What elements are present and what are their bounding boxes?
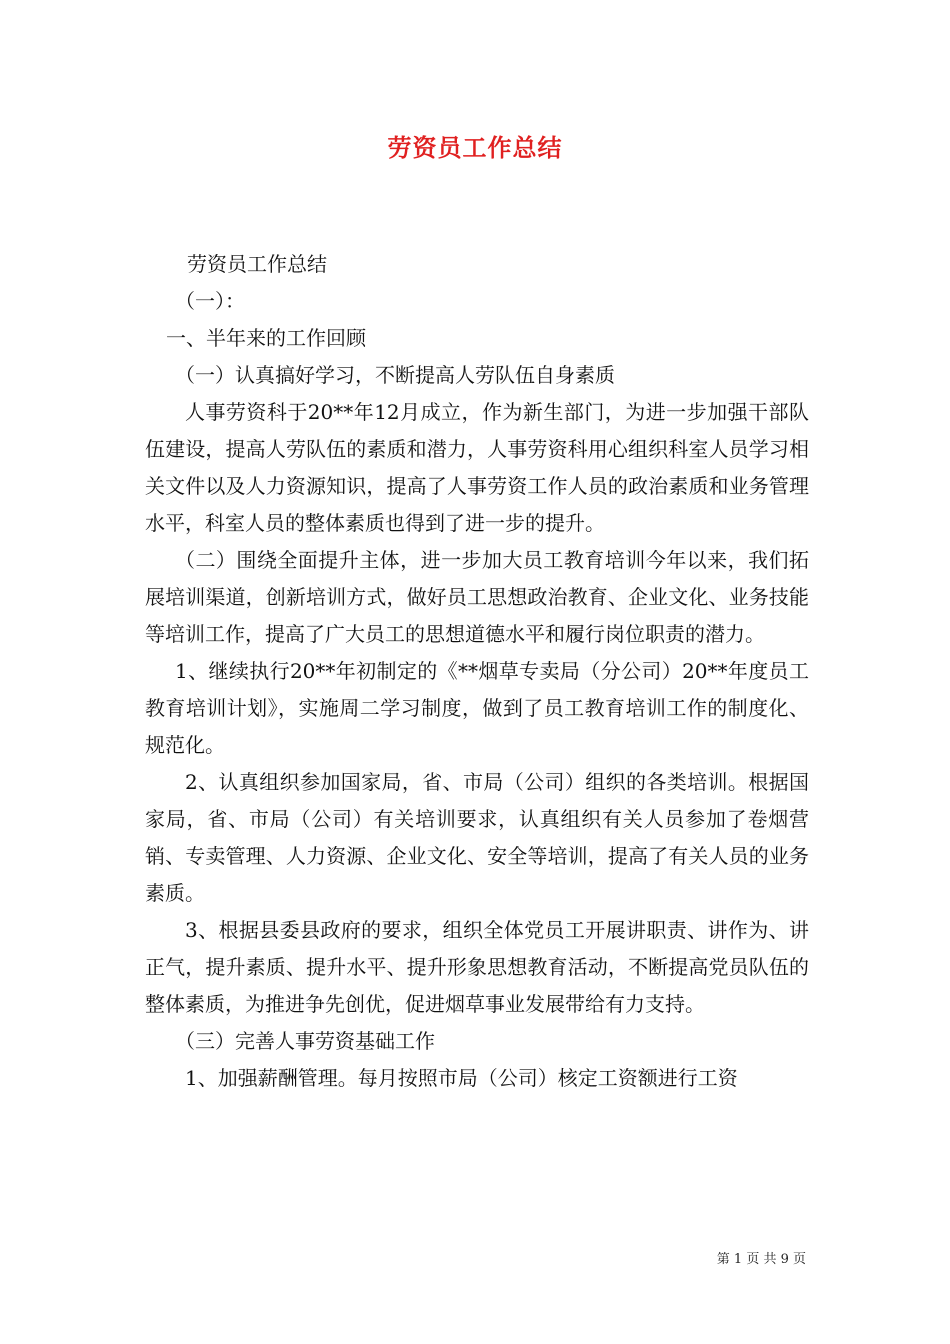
paragraph: （二）围绕全面提升主体，进一步加大员工教育培训今年以来，我们拓展培训渠道，创新培训方式，做好员工思想政治教育、企业文化、业务技能等培训工作，提高了广大员工的思想道德水平和履行岗位职责的潜力。 bbox=[145, 548, 809, 646]
paragraph: 1、继续执行20**年初制定的《**烟草专卖局（分公司）20**年度员工教育培训计划》，实施周二学习制度，做到了员工教育培训工作的制度化、规范化。 bbox=[145, 659, 809, 757]
paragraph: 2、认真组织参加国家局，省、市局（公司）组织的各类培训。根据国家局，省、市局（公司）有关培训要求，认真组织有关人员参加了卷烟营销、专卖管理、人力资源、企业文化、安全等培训，提高了有关人员的业务素质。 bbox=[145, 770, 809, 905]
paragraph: 人事劳资科于20**年12月成立，作为新生部门，为进一步加强干部队伍建设，提高人劳队伍的素质和潜力，人事劳资科用心组织科室人员学习相关文件以及人力资源知识，提高了人事劳资工作人员的政治素质和业务管理水平，科室人员的整体素质也得到了进一步的提升。 bbox=[145, 400, 809, 535]
paragraph: 3、根据县委县政府的要求，组织全体党员工开展讲职责、讲作为、讲正气，提升素质、提升水平、提升形象思想教育活动，不断提高党员队伍的整体素质，为推进争先创优，促进烟草事业发展带给有力支持。 bbox=[145, 918, 809, 1016]
paragraph: 一、半年来的工作回顾 bbox=[166, 326, 366, 350]
document-body bbox=[145, 246, 809, 1097]
paragraph: （三）完善人事劳资基础工作 bbox=[175, 1029, 435, 1053]
paragraph: （一）认真搞好学习，不断提高人劳队伍自身素质 bbox=[175, 363, 615, 387]
paragraph: 1、加强薪酬管理。每月按照市局（公司）核定工资额进行工资 bbox=[185, 1066, 738, 1090]
document-title: 劳资员工作总结 bbox=[387, 133, 563, 162]
page-number: 第 1 页 共 9 页 bbox=[716, 1252, 806, 1267]
paragraph: （一）： bbox=[175, 289, 245, 313]
paragraph: 劳资员工作总结 bbox=[187, 252, 327, 276]
